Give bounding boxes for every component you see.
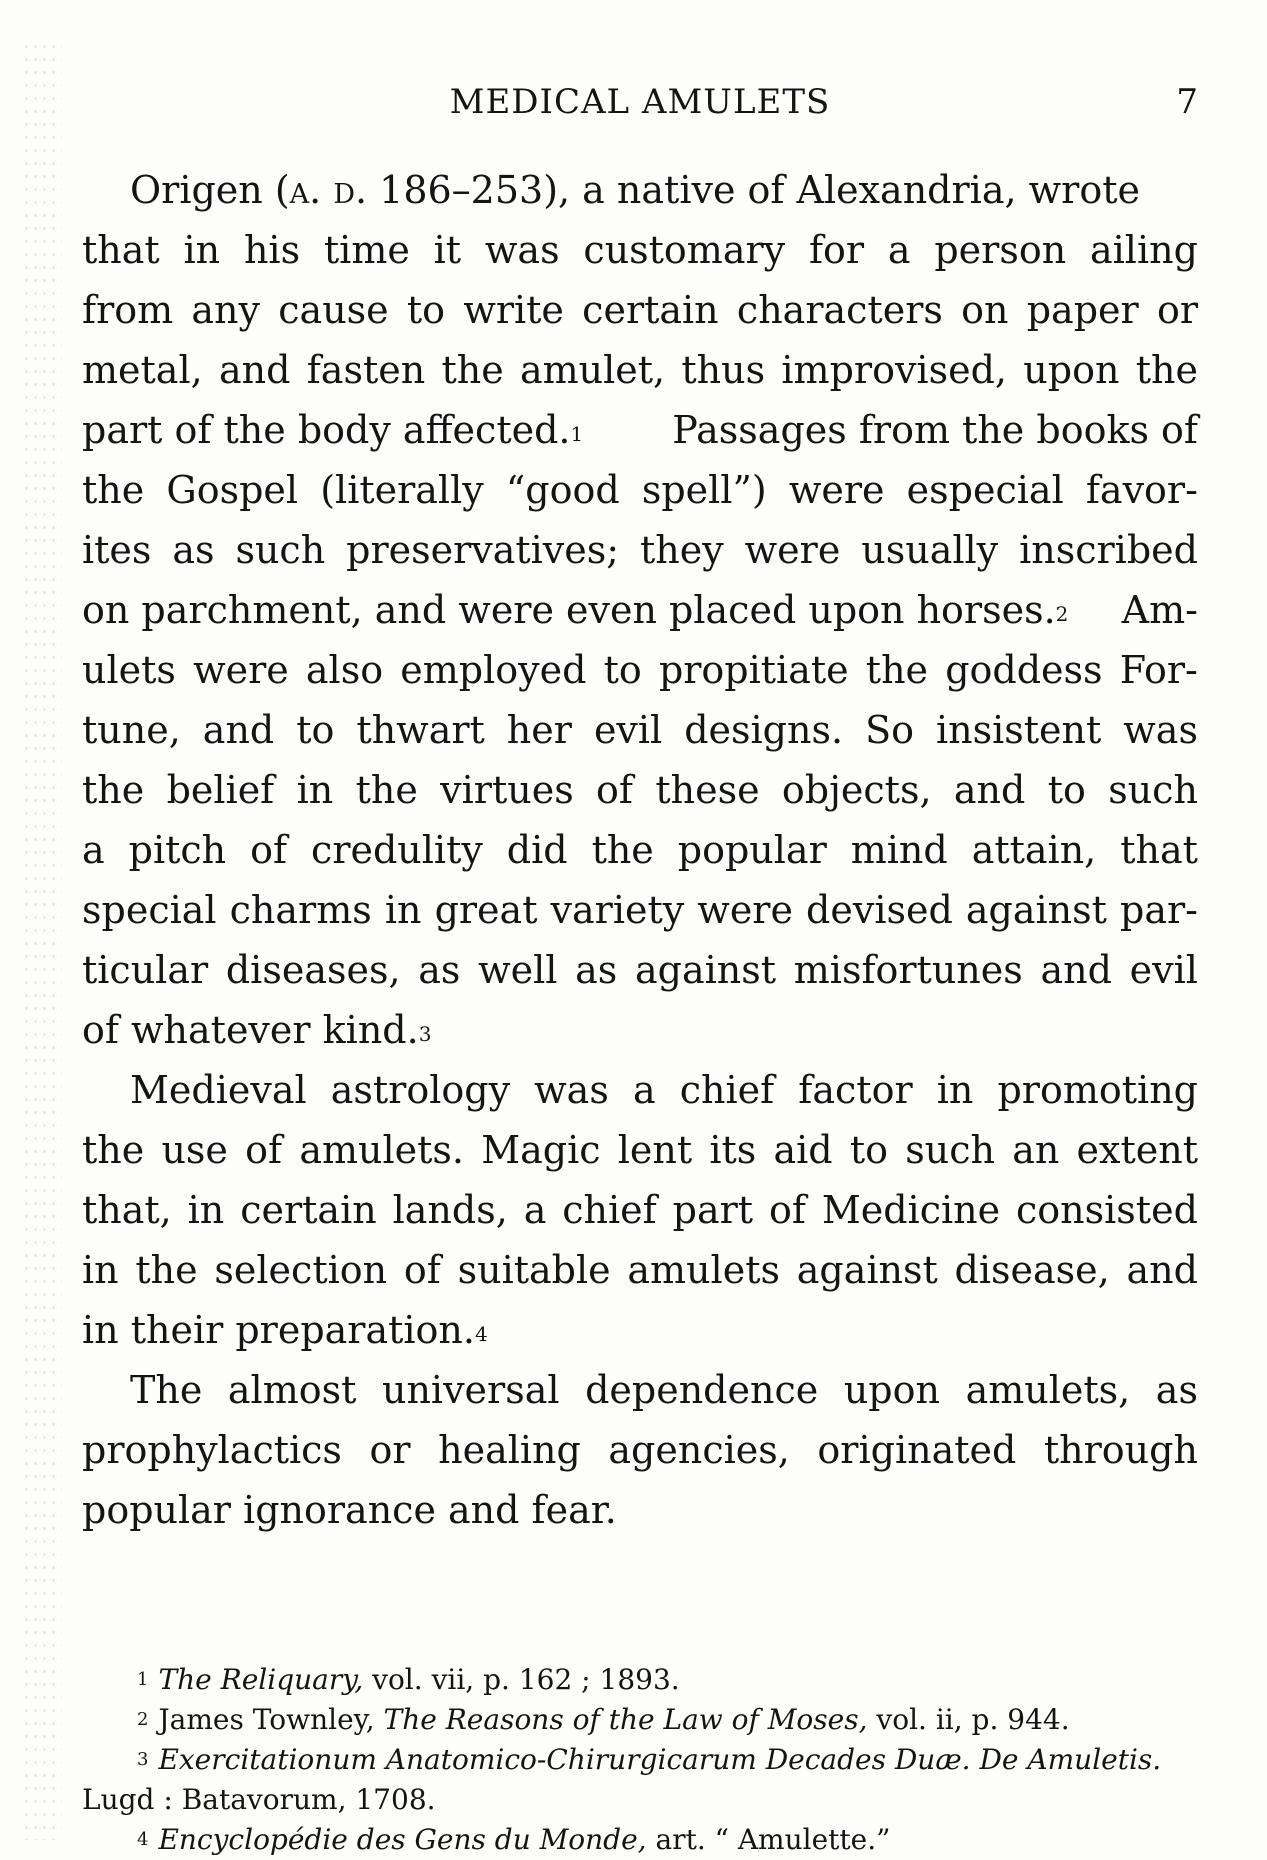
- footnote-marker-3: 3: [418, 1022, 432, 1046]
- text-line: [82, 1240, 1198, 1300]
- word: write: [463, 288, 564, 332]
- text-line: [82, 1000, 1198, 1060]
- word: person: [934, 228, 1067, 272]
- word: par-: [1120, 888, 1198, 932]
- text-line: [82, 400, 1198, 460]
- era-abbreviation: a. d.: [289, 168, 368, 212]
- text-line-content: [82, 1240, 1198, 1300]
- word: inscribed: [1019, 528, 1198, 572]
- word: ailing: [1090, 228, 1198, 272]
- word: of: [596, 768, 633, 812]
- text-line: [82, 760, 1198, 820]
- word: against: [635, 948, 777, 992]
- word: in: [296, 768, 334, 812]
- word: popular: [677, 828, 827, 872]
- word: suitable: [457, 1248, 611, 1292]
- word: evil: [1129, 948, 1198, 992]
- footnote-number: 3: [137, 1749, 149, 1770]
- word: the: [441, 348, 504, 392]
- word: selection: [214, 1248, 388, 1292]
- word: charms: [229, 888, 372, 932]
- word: the: [591, 828, 654, 872]
- footnote-2: [82, 1700, 1198, 1740]
- text-line-content: [82, 280, 1198, 340]
- word: Gospel: [166, 468, 299, 512]
- word: healing: [438, 1428, 581, 1472]
- word: chief: [679, 1068, 775, 1112]
- word: the: [82, 468, 145, 512]
- word: time: [323, 228, 410, 272]
- text-fragment: on parchment, and were even placed upon horses.: [82, 588, 1056, 632]
- word: against: [796, 1248, 938, 1292]
- word: belief: [166, 768, 275, 812]
- word: to: [296, 708, 335, 752]
- footnote-text: vol. vii, p. 162 ; 1893.: [363, 1663, 680, 1696]
- binding-gutter: [22, 40, 62, 1840]
- word: mind: [850, 828, 948, 872]
- word: in: [384, 888, 422, 932]
- word: to: [1047, 768, 1086, 812]
- text-line-content: [82, 1420, 1198, 1480]
- word: and: [202, 708, 275, 752]
- footnote-text: art. “ Amulette.”: [646, 1823, 891, 1856]
- word: or: [1156, 288, 1198, 332]
- text-line: [82, 700, 1198, 760]
- word: So: [865, 708, 914, 752]
- word: in: [82, 1248, 119, 1292]
- word: prophylactics: [82, 1428, 342, 1472]
- word: paper: [1026, 288, 1139, 332]
- text-line-content: of whatever kind.: [82, 1008, 419, 1052]
- word: against: [965, 888, 1107, 932]
- text-line: [82, 280, 1198, 340]
- word: that,: [82, 1188, 172, 1232]
- word: dependence: [585, 1368, 819, 1412]
- text-line-content: [130, 1060, 1198, 1120]
- text-line: [82, 1360, 1198, 1420]
- word: they: [640, 528, 724, 572]
- word: to: [849, 1128, 889, 1172]
- text-line-content: in their preparation.: [82, 1308, 475, 1352]
- word: a: [887, 228, 911, 272]
- word: the: [135, 1248, 198, 1292]
- word: was: [534, 1068, 609, 1112]
- footnote-3-continuation: [82, 1780, 1198, 1820]
- text-line-content: [82, 220, 1198, 280]
- paragraph-1: [82, 160, 1198, 1060]
- paragraph-2: [82, 1060, 1198, 1360]
- text-line-content: [82, 520, 1198, 580]
- footnote-1: [82, 1660, 1198, 1700]
- word: in: [183, 228, 221, 272]
- text-line: [82, 340, 1198, 400]
- footnote-3: [82, 1740, 1198, 1780]
- word: amulets.: [299, 1128, 464, 1172]
- word: virtues: [440, 768, 574, 812]
- text-line-content: [82, 760, 1198, 820]
- footnote-marker-2: 2: [1055, 602, 1069, 626]
- text-line: [82, 1180, 1198, 1240]
- word: evil: [593, 708, 663, 752]
- text-line: [82, 160, 1198, 220]
- word: for: [808, 228, 865, 272]
- text-line-content: [82, 1120, 1198, 1180]
- word: variety: [550, 888, 685, 932]
- word: promoting: [997, 1068, 1198, 1112]
- text-line-content: [82, 400, 583, 460]
- running-title: MEDICAL AMULETS: [449, 82, 831, 122]
- text-line-content: [130, 1360, 1198, 1420]
- word: the: [82, 768, 145, 812]
- word: of: [768, 1188, 806, 1232]
- word: to: [406, 288, 446, 332]
- word: usually: [861, 528, 999, 572]
- text-line-content: Origen (a. d. 186–253), a native of Alexandria, wrote: [130, 168, 1140, 212]
- word: Magic: [481, 1128, 601, 1172]
- word: ticular: [82, 948, 209, 992]
- word: cause: [278, 288, 389, 332]
- text-line: [82, 520, 1198, 580]
- word: favor-: [1085, 468, 1198, 512]
- word: Medicine: [821, 1188, 1001, 1232]
- footnote-title: The Reliquary,: [158, 1663, 364, 1696]
- word: ulets: [82, 648, 176, 692]
- word: as: [575, 948, 618, 992]
- word: metal,: [82, 348, 203, 392]
- word: or: [369, 1428, 411, 1472]
- text-line: [82, 1300, 1198, 1360]
- footnote-marker-4: 4: [474, 1322, 488, 1346]
- word: upon: [1023, 348, 1120, 392]
- word: The: [130, 1368, 203, 1412]
- word: well: [478, 948, 558, 992]
- text-line-content: Passages from the books of: [672, 408, 1198, 452]
- word: that: [1120, 828, 1198, 872]
- word: part: [672, 1188, 754, 1232]
- word: use: [161, 1128, 228, 1172]
- footnote-text: Lugd : Batavorum, 1708.: [82, 1783, 436, 1816]
- text-line: [82, 640, 1198, 700]
- word: misfortunes: [793, 948, 1023, 992]
- word: its: [709, 1128, 757, 1172]
- word: certain: [582, 288, 719, 332]
- word: certain: [240, 1188, 377, 1232]
- word: Medieval: [130, 1068, 307, 1112]
- word: such: [1108, 768, 1198, 812]
- word: the: [865, 648, 929, 692]
- word: through: [1043, 1428, 1198, 1472]
- word: also: [305, 648, 384, 692]
- text-line-content: [82, 700, 1198, 760]
- word: propitiate: [658, 648, 849, 692]
- word: lent: [617, 1128, 693, 1172]
- footnote-author: James Townley,: [158, 1703, 384, 1736]
- footnote-title: Encyclopédie des Gens du Monde,: [158, 1823, 647, 1856]
- footnote-marker-1: 1: [570, 422, 584, 446]
- word: amulets,: [965, 1368, 1131, 1412]
- word: devised: [806, 888, 953, 932]
- word: were: [788, 468, 885, 512]
- page-number: 7: [1176, 82, 1198, 122]
- word: such: [235, 528, 326, 572]
- word: were: [744, 528, 841, 572]
- word: of: [250, 828, 288, 872]
- word: thus: [681, 348, 766, 392]
- word: her: [506, 708, 572, 752]
- text-line: [82, 880, 1198, 940]
- word: insistent: [935, 708, 1102, 752]
- word: were: [697, 888, 793, 932]
- footnote-text: vol. ii, p. 944.: [867, 1703, 1070, 1736]
- word: ites: [82, 528, 152, 572]
- word: an: [1012, 1128, 1060, 1172]
- word: were: [193, 648, 289, 692]
- word: preservatives;: [346, 528, 620, 572]
- word: employed: [400, 648, 587, 692]
- word: was: [484, 228, 560, 272]
- word: objects,: [781, 768, 932, 812]
- word: upon: [843, 1368, 940, 1412]
- text-line-content: popular ignorance and fear.: [82, 1488, 617, 1532]
- word: such: [905, 1128, 995, 1172]
- word: the: [1135, 348, 1198, 392]
- page-header: [82, 82, 1198, 122]
- word: consisted: [1016, 1188, 1198, 1232]
- word: disease,: [954, 1248, 1110, 1292]
- word: almost: [227, 1368, 357, 1412]
- word: a: [632, 1068, 656, 1112]
- text-line-content: [82, 460, 1198, 520]
- text-line-content: Am-: [1121, 588, 1198, 632]
- text-line: [82, 1480, 1198, 1540]
- word: from: [82, 288, 174, 332]
- word: especial: [906, 468, 1064, 512]
- footnote-title: Exercitationum Anatomico-Chirurgicarum Decades Duæ. De Amuletis.: [158, 1743, 1162, 1776]
- text-line-content: [82, 640, 1198, 700]
- word: his: [243, 228, 301, 272]
- word: improvised,: [781, 348, 1007, 392]
- footnote-title: The Reasons of the Law of Moses,: [383, 1703, 868, 1736]
- word: spell”): [641, 468, 767, 512]
- word: to: [603, 648, 642, 692]
- word: as: [1155, 1368, 1198, 1412]
- word: aid: [773, 1128, 833, 1172]
- text-line-content: [82, 580, 1068, 640]
- word: goddess: [945, 648, 1103, 692]
- word: credulity: [311, 828, 483, 872]
- word: tune,: [82, 708, 181, 752]
- text-line-content: [82, 1180, 1198, 1240]
- footnotes: [82, 1660, 1198, 1860]
- word: a: [82, 828, 105, 872]
- word: great: [434, 888, 538, 932]
- text-fragment: part of the body affected.: [82, 408, 571, 452]
- word: and: [1126, 1248, 1198, 1292]
- word: in: [187, 1188, 225, 1232]
- text-line-content: [82, 880, 1198, 940]
- word: did: [506, 828, 568, 872]
- text-line-content: [82, 340, 1198, 400]
- word: factor: [798, 1068, 913, 1112]
- text-line: [82, 220, 1198, 280]
- word: agencies,: [608, 1428, 790, 1472]
- word: attain,: [971, 828, 1097, 872]
- word: special: [82, 888, 217, 932]
- word: thwart: [356, 708, 485, 752]
- word: it: [433, 228, 462, 272]
- word: universal: [381, 1368, 560, 1412]
- word: was: [1123, 708, 1198, 752]
- paragraph-3: [82, 1360, 1198, 1540]
- word: on: [961, 288, 1009, 332]
- word: of: [245, 1128, 283, 1172]
- word: chief: [562, 1188, 657, 1232]
- word: extent: [1076, 1128, 1198, 1172]
- text-line-content: [82, 820, 1198, 880]
- word: diseases,: [225, 948, 401, 992]
- word: For-: [1119, 648, 1198, 692]
- word: (literally: [320, 468, 484, 512]
- text-line: [82, 1060, 1198, 1120]
- footnote-number: 2: [137, 1709, 149, 1730]
- footnote-number: 1: [137, 1669, 149, 1690]
- word: any: [191, 288, 260, 332]
- word: as: [172, 528, 215, 572]
- word: and: [218, 348, 291, 392]
- text-line-content: [82, 940, 1198, 1000]
- word: of: [403, 1248, 441, 1292]
- word: and: [953, 768, 1026, 812]
- footnote-number: 4: [137, 1829, 149, 1850]
- word: a: [523, 1188, 547, 1232]
- word: that: [82, 228, 160, 272]
- word: designs.: [684, 708, 844, 752]
- footnote-4: [82, 1820, 1198, 1860]
- word: “good: [505, 468, 620, 512]
- word: in: [936, 1068, 974, 1112]
- word: originated: [817, 1428, 1017, 1472]
- word: these: [655, 768, 760, 812]
- word: the: [355, 768, 418, 812]
- body-text: [82, 160, 1198, 1540]
- text-line: [82, 460, 1198, 520]
- word: pitch: [128, 828, 227, 872]
- word: amulets: [627, 1248, 780, 1292]
- word: customary: [583, 228, 786, 272]
- text-line: [82, 1420, 1198, 1480]
- word: astrology: [330, 1068, 511, 1112]
- word: as: [418, 948, 461, 992]
- text-line: [82, 820, 1198, 880]
- text-line: [82, 580, 1198, 640]
- word: fasten: [306, 348, 426, 392]
- text-line: [82, 1120, 1198, 1180]
- word: the: [82, 1128, 145, 1172]
- word: lands,: [392, 1188, 508, 1232]
- text-line: [82, 940, 1198, 1000]
- word: amulet,: [519, 348, 666, 392]
- word: characters: [736, 288, 943, 332]
- word: and: [1040, 948, 1112, 992]
